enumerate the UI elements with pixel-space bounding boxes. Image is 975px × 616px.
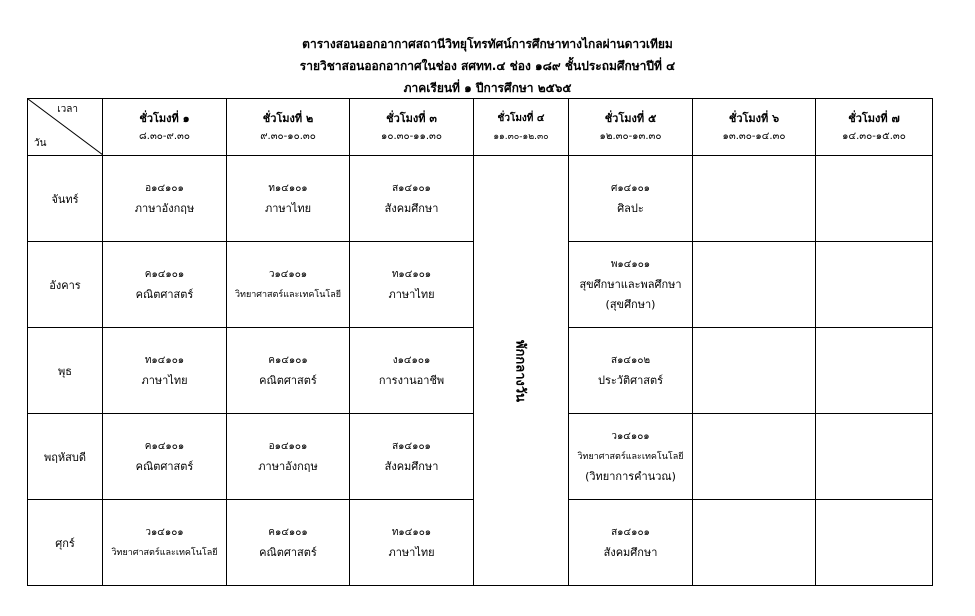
period-time: ๑๑.๓๐-๑๒.๓๐	[493, 132, 549, 142]
subject-name: สังคมศึกษา	[603, 545, 658, 559]
subject-subname: (วิทยาการคำนวณ)	[585, 469, 676, 483]
empty-cell	[693, 156, 816, 242]
class-cell	[350, 328, 474, 414]
subject-name: วิทยาศาสตร์และเทคโนโลยี	[577, 451, 684, 462]
empty-cell	[816, 414, 933, 500]
corner-cell	[28, 99, 103, 156]
subject-code: ส๑๔๑๐๑	[392, 182, 431, 194]
class-cell	[227, 414, 350, 500]
subject-name: คณิตศาสตร์	[259, 373, 317, 387]
period-label: ชั่วโมงที่ ๕	[604, 112, 657, 125]
subject-code: ศ๑๔๑๐๑	[610, 182, 651, 194]
period-time: ๘.๓๐-๙.๓๐	[139, 131, 190, 142]
period-time: ๑๓.๓๐-๑๔.๓๐	[722, 131, 786, 142]
class-cell	[569, 242, 693, 328]
class-cell	[103, 500, 227, 586]
period-label: ชั่วโมงที่ ๓	[386, 112, 437, 125]
class-cell	[103, 328, 227, 414]
period-label: ชั่วโมงที่ ๗	[848, 112, 900, 125]
empty-cell	[816, 242, 933, 328]
period-label: ชั่วโมงที่ ๒	[262, 112, 314, 125]
subject-name: สังคมศึกษา	[384, 459, 439, 473]
title-line-2: รายวิชาสอนออกอากาศในช่อง สศทท.๔ ช่อง ๑๘๙ ชั้นประถมศึกษาปีที่ ๔	[299, 59, 676, 73]
day-cell: ศุกร์	[28, 500, 103, 586]
class-cell	[569, 500, 693, 586]
class-cell	[103, 242, 227, 328]
subject-code: ส๑๔๑๐๑	[611, 526, 650, 538]
class-cell	[227, 156, 350, 242]
day-label: วัน	[34, 138, 47, 149]
subject-name: คณิตศาสตร์	[135, 459, 194, 473]
subject-code: อ๑๔๑๐๑	[145, 182, 184, 194]
subject-code: ท๑๔๑๐๑	[391, 526, 432, 538]
class-cell	[350, 500, 474, 586]
subject-name: ภาษาไทย	[388, 287, 435, 301]
title-line-3: ภาคเรียนที่ ๑ ปีการศึกษา ๒๕๖๕	[403, 81, 572, 95]
period-time: ๑๔.๓๐-๑๕.๓๐	[842, 131, 906, 142]
period-time: ๑๐.๓๐-๑๑.๓๐	[381, 131, 442, 142]
day-cell: จันทร์	[28, 156, 103, 242]
subject-code: ท๑๔๑๐๑	[268, 182, 308, 194]
class-cell	[569, 414, 693, 500]
class-cell	[569, 328, 693, 414]
subject-name: ภาษาไทย	[388, 545, 435, 559]
subject-code: อ๑๔๑๐๑	[268, 440, 308, 452]
period-header-5	[569, 99, 693, 156]
document-header	[0, 33, 975, 99]
empty-cell	[816, 500, 933, 586]
subject-code: ท๑๔๑๐๑	[391, 268, 432, 280]
subject-code: ค๑๔๑๐๑	[268, 354, 308, 366]
class-cell	[350, 242, 474, 328]
header-row	[28, 99, 933, 156]
day-cell: พฤหัสบดี	[28, 414, 103, 500]
day-cell: พุธ	[28, 328, 103, 414]
period-label: ชั่วโมงที่ ๑	[139, 112, 190, 125]
subject-name: ภาษาอังกฤษ	[258, 459, 318, 473]
subject-code: ง๑๔๑๐๑	[392, 354, 431, 366]
empty-cell	[693, 242, 816, 328]
subject-code: ค๑๔๑๐๑	[144, 440, 185, 452]
subject-name: ประวัติศาสตร์	[597, 373, 664, 387]
subject-code: ว๑๔๑๐๑	[268, 268, 308, 280]
empty-cell	[816, 328, 933, 414]
class-cell	[569, 156, 693, 242]
period-header-7	[816, 99, 933, 156]
lunch-break-cell	[474, 156, 569, 586]
subject-code: ท๑๔๑๐๑	[144, 354, 185, 366]
subject-code: ค๑๔๑๐๑	[144, 268, 185, 280]
subject-code: ส๑๔๑๐๒	[610, 354, 651, 366]
period-header-3	[350, 99, 474, 156]
empty-cell	[816, 156, 933, 242]
class-cell	[350, 414, 474, 500]
subject-code: ว๑๔๑๐๑	[611, 430, 650, 442]
period-header-2	[227, 99, 350, 156]
subject-name: วิทยาศาสตร์และเทคโนโลยี	[234, 289, 342, 300]
table-row-monday	[28, 156, 933, 242]
period-header-6	[693, 99, 816, 156]
subject-name: คณิตศาสตร์	[259, 545, 317, 559]
subject-name: ภาษาไทย	[264, 201, 312, 215]
period-label: ชั่วโมงที่ ๔	[497, 113, 545, 124]
subject-name: ภาษาอังกฤษ	[134, 201, 195, 215]
period-header-1	[103, 99, 227, 156]
subject-name: สุขศึกษาและพลศึกษา	[579, 277, 682, 291]
time-label: เวลา	[57, 104, 78, 115]
subject-name: คณิตศาสตร์	[135, 287, 194, 301]
empty-cell	[693, 500, 816, 586]
subject-code: ส๑๔๑๐๑	[392, 440, 431, 452]
period-time: ๑๒.๓๐-๑๓.๓๐	[599, 131, 662, 142]
subject-subname: (สุขศึกษา)	[605, 297, 656, 311]
subject-name: การงานอาชีพ	[378, 373, 445, 387]
subject-code: ว๑๔๑๐๑	[145, 526, 184, 538]
empty-cell	[693, 414, 816, 500]
title-line-1: ตารางสอนออกอากาศสถานีวิทยุโทรทัศน์การศึกษาทางไกลผ่านดาวเทียม	[302, 37, 673, 51]
subject-code: ค๑๔๑๐๑	[268, 526, 308, 538]
subject-name: วิทยาศาสตร์และเทคโนโลยี	[111, 547, 218, 558]
period-header-4	[474, 99, 569, 156]
day-cell: อังคาร	[28, 242, 103, 328]
subject-name: ศิลปะ	[617, 201, 644, 215]
class-cell	[103, 414, 227, 500]
lunch-break-label: พักกลางวัน	[512, 339, 528, 402]
subject-name: สังคมศึกษา	[384, 201, 439, 215]
class-cell	[227, 500, 350, 586]
class-cell	[103, 156, 227, 242]
timetable	[27, 98, 933, 586]
class-cell	[350, 156, 474, 242]
period-label: ชั่วโมงที่ ๖	[728, 112, 780, 125]
class-cell	[227, 242, 350, 328]
class-cell	[227, 328, 350, 414]
period-time: ๙.๓๐-๑๐.๓๐	[260, 131, 316, 142]
subject-name: ภาษาไทย	[141, 373, 188, 387]
subject-code: พ๑๔๑๐๑	[610, 258, 651, 270]
empty-cell	[693, 328, 816, 414]
